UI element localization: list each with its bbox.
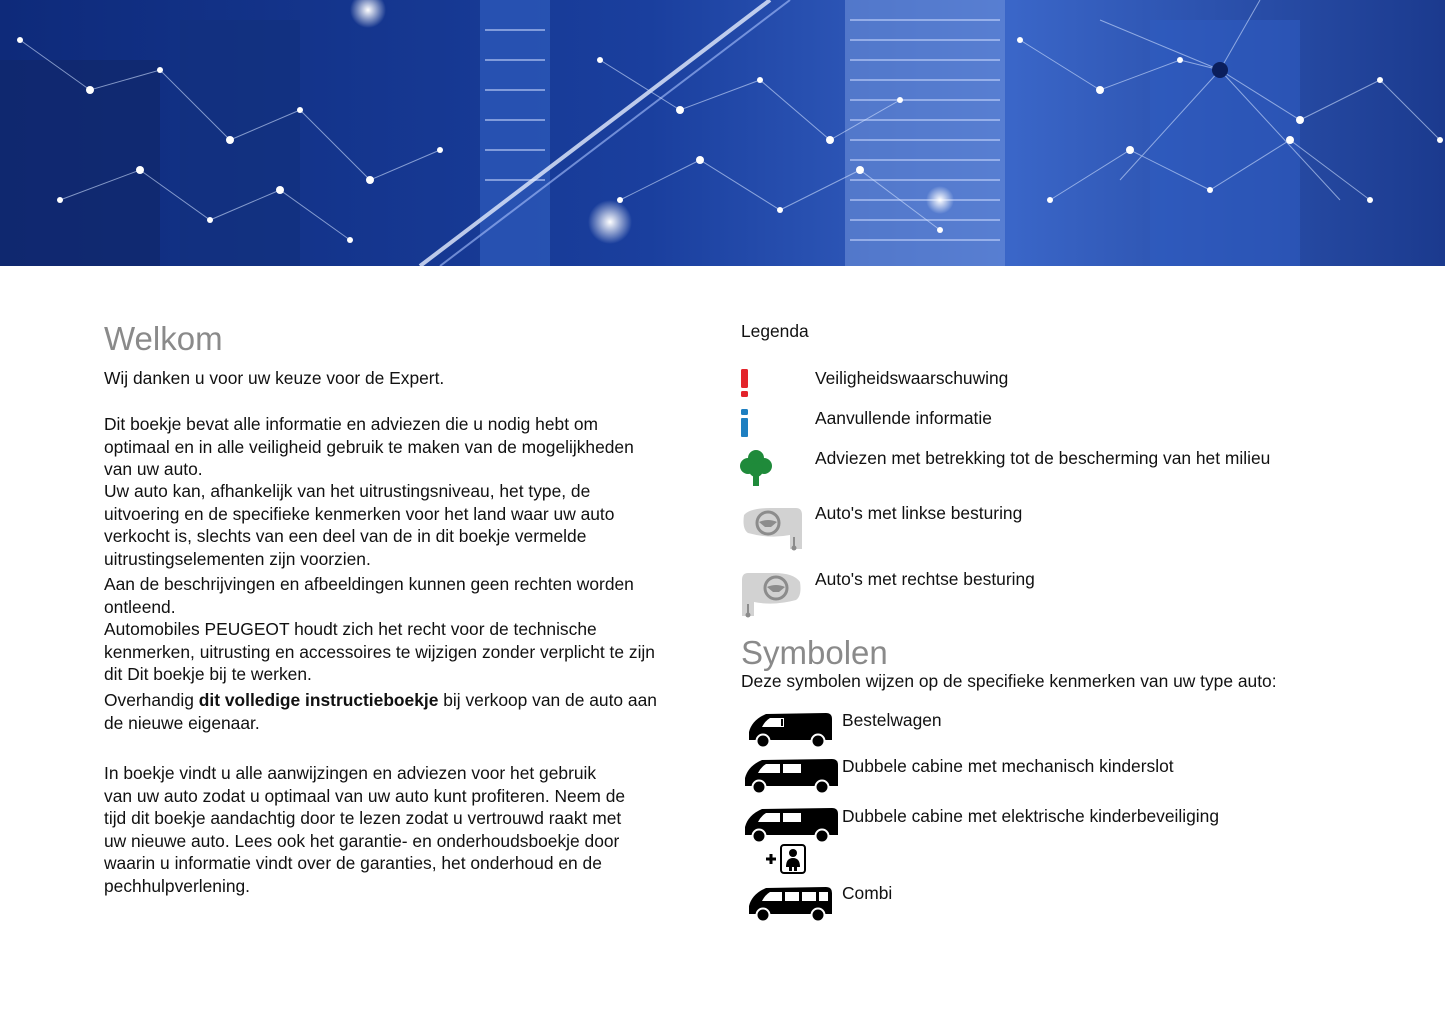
legend-title: Legenda	[741, 321, 809, 341]
info-icon	[738, 408, 752, 438]
welcome-paragraph-4: Automobiles PEUGEOT houdt zich het recht voor de technische kenmerken, uitrusting en accessoires te wijzigen zonder verplicht te zijn dit Dit boekje bij te werken.	[104, 619, 655, 685]
city-network-illustration	[0, 0, 1445, 266]
symbols-subtitle: Deze symbolen wijzen op de specifieke kenmerken van uw type auto:	[741, 671, 1277, 691]
symbol-label-double-cab-electric: Dubbele cabine met elektrische kinderbeveiliging	[842, 806, 1220, 826]
combi-icon	[746, 884, 836, 924]
exclamation-icon	[738, 368, 752, 398]
welcome-intro: Wij danken u voor uw keuze voor de Expert.	[104, 368, 445, 388]
legend-label-safety-warning: Veiligheidswaarschuwing	[815, 368, 1009, 388]
symbols-title: Symbolen	[741, 634, 888, 671]
left-hand-drive-icon	[740, 505, 804, 555]
legend-label-right-hand-drive: Auto's met rechtse besturing	[815, 569, 1035, 589]
welcome-title: Welkom	[104, 320, 223, 357]
right-hand-drive-icon	[740, 570, 804, 620]
legend-label-additional-info: Aanvullende informatie	[815, 408, 992, 428]
symbol-label-combi: Combi	[842, 883, 893, 903]
double-cab-icon	[742, 756, 840, 796]
child-lock-icon	[764, 843, 810, 875]
symbol-label-van: Bestelwagen	[842, 710, 942, 730]
header-banner-image	[0, 0, 1445, 266]
welcome-paragraph-3: Aan de beschrijvingen en afbeeldingen kunnen geen rechten worden ontleend.	[104, 574, 634, 617]
welcome-paragraph-5: Overhandig dit volledige instructieboekje bij verkoop van de auto aan de nieuwe eigenaar.	[104, 690, 657, 733]
welcome-paragraph-6: In boekje vindt u alle aanwijzingen en adviezen voor het gebruik van uw auto zodat u optimaal van uw auto kunt profiteren. Neem de tijd dit boekje aandachtig door te lezen zodat u vertrouwd raakt met uw nieuwe auto. Lees ook het garantie- en onderhoudsboekje door waarin u informatie vindt over de garanties, het onderhoud en de pechhulpverlening.	[104, 763, 626, 896]
welcome-paragraph-2: Uw auto kan, afhankelijk van het uitrustingsniveau, het type, de uitvoering en de specifieke kenmerken voor het land waar uw auto verkocht is, slechts van een deel van de in dit boekje vermelde uitrustingselementen zijn voorzien.	[104, 481, 615, 569]
emphasis-text: dit volledige instructieboekje	[198, 690, 439, 710]
symbol-label-double-cab-mechanical: Dubbele cabine met mechanisch kinderslot	[842, 756, 1174, 776]
tree-icon	[738, 448, 774, 488]
van-icon	[746, 710, 836, 750]
legend-label-left-hand-drive: Auto's met linkse besturing	[815, 503, 1023, 523]
double-cab-electric-icon	[742, 805, 840, 845]
welcome-paragraph-1: Dit boekje bevat alle informatie en adviezen die u nodig hebt om optimaal en in alle veiligheid gebruik te maken van de mogelijkheden van uw auto.	[104, 414, 634, 480]
legend-label-environment: Adviezen met betrekking tot de bescherming van het milieu	[815, 448, 1271, 468]
